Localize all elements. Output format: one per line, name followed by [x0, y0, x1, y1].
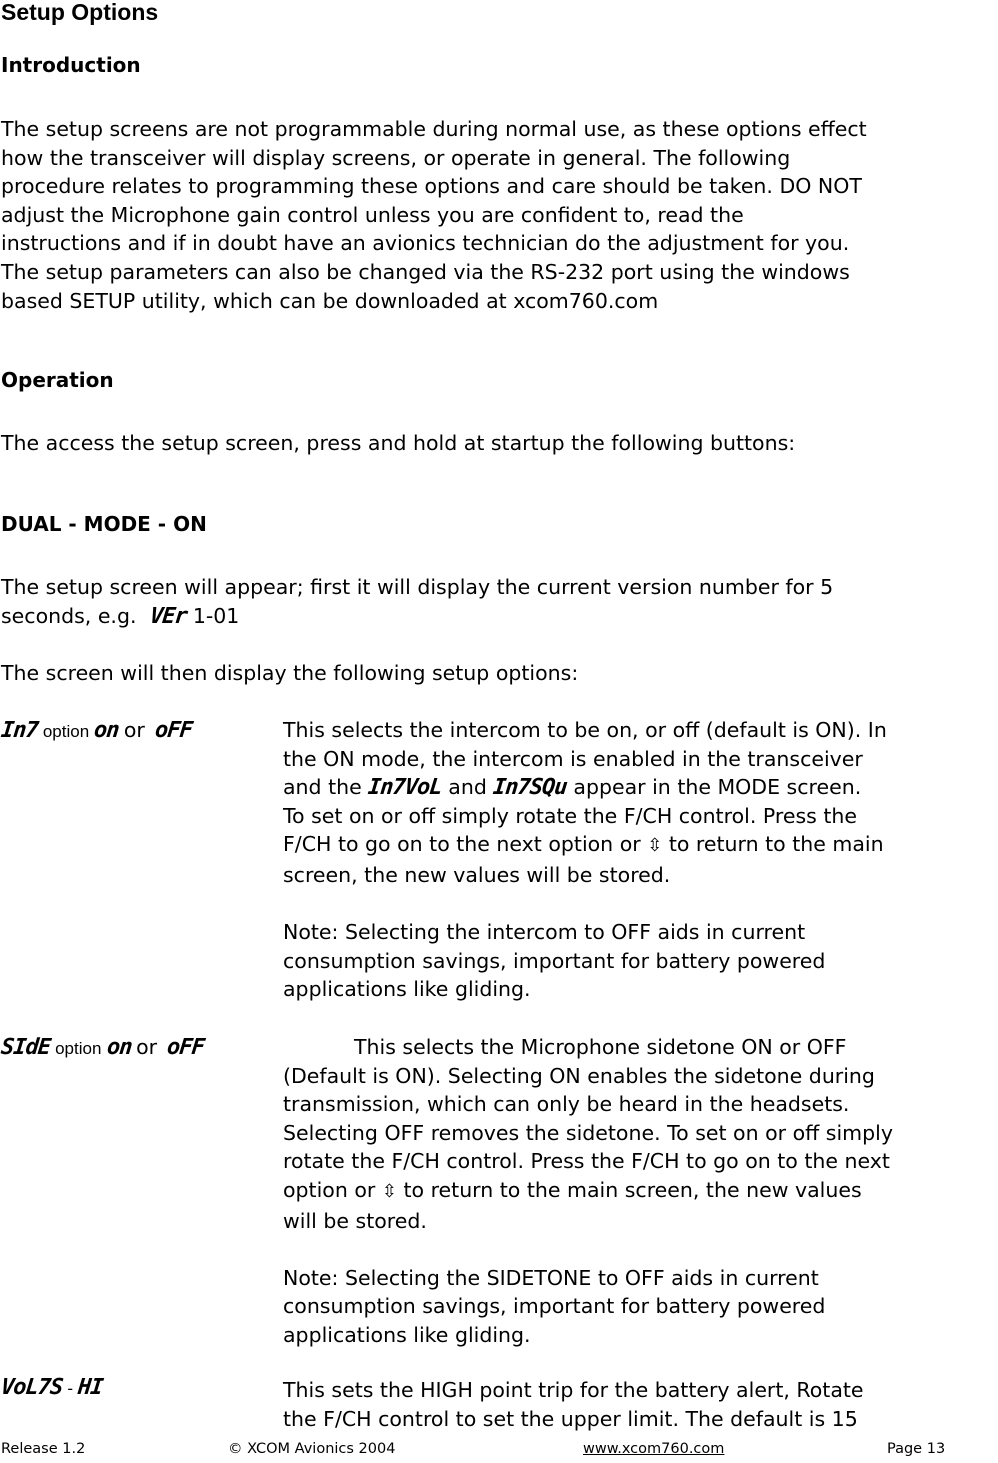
- sidetone-lcd: SIdE: [0, 1035, 52, 1060]
- intercom-line: This selects the intercom to be on, or off (default is ON). In: [283, 718, 887, 742]
- intercom-note: applications like gliding.: [283, 977, 531, 1002]
- footer-release: Release 1.2: [1, 1441, 86, 1457]
- footer-website-link[interactable]: www.xcom760.com: [583, 1441, 725, 1457]
- intro-line: procedure relates to programming these options and care should be taken. DO NOT: [1, 174, 862, 199]
- intro-line: how the transceiver will display screens, or operate in general. The following: [1, 145, 791, 170]
- intro-line: The setup screens are not programmable during normal use, as these options effect: [1, 117, 867, 141]
- intercom-line: and the In7VoL and In7SQu appear in the MODE screen.: [283, 775, 862, 801]
- intercom-lcd: In7: [0, 718, 40, 743]
- on-lcd: on: [93, 718, 121, 743]
- introduction-paragraph: [1, 115, 867, 315]
- sidetone-line: This selects the Microphone sidetone ON or OFF: [354, 1035, 847, 1059]
- sidetone-note: applications like gliding.: [283, 1322, 531, 1347]
- or-word: or: [123, 718, 145, 742]
- sidetone-line: Selecting OFF removes the sidetone. To set on or off simply: [283, 1120, 893, 1145]
- footer-copyright: © XCOM Avionics 2004: [228, 1441, 396, 1457]
- version-example: [1, 602, 239, 631]
- options-intro: The screen will then display the following setup options:: [1, 661, 579, 685]
- intercom-note: consumption savings, important for battery powered: [283, 948, 826, 973]
- access-text: The access the setup screen, press and hold at startup the following buttons:: [1, 431, 796, 455]
- footer-page-number: Page 13: [887, 1441, 946, 1457]
- up-down-arrow-icon: ⇳: [647, 835, 663, 857]
- intro-line: The setup parameters can also be changed via the RS-232 port using the windows: [1, 259, 850, 284]
- intro-line: instructions and if in doubt have an avionics technician do the adjustment for you.: [1, 231, 850, 256]
- sidetone-line: option or ⇳ to return to the main screen, the new values: [283, 1177, 862, 1202]
- option-word: option: [42, 722, 90, 741]
- on-lcd: on: [105, 1035, 133, 1060]
- intercom-line: To set on or off simply rotate the F/CH control. Press the: [283, 803, 857, 828]
- sidetone-description: [283, 1033, 893, 1350]
- intercom-line: screen, the new values will be stored.: [283, 862, 671, 887]
- operation-heading: Operation: [1, 368, 114, 392]
- sidetone-line: rotate the F/CH control. Press the F/CH to go on to the next: [283, 1149, 890, 1174]
- up-down-arrow-icon: ⇳: [381, 1180, 397, 1202]
- intercom-option-label: [1, 716, 192, 745]
- intro-line: adjust the Microphone gain control unless you are confident to, read the: [1, 202, 744, 227]
- dash: -: [67, 1379, 73, 1398]
- intercom-squelch-lcd: In7SQu: [492, 775, 569, 801]
- sidetone-line: will be stored.: [283, 1208, 427, 1233]
- introduction-heading: Introduction: [1, 53, 141, 77]
- version-prefix: seconds, e.g.: [1, 604, 137, 628]
- startup-buttons: DUAL - MODE - ON: [1, 512, 207, 536]
- volts-hi-option-label: [1, 1377, 103, 1399]
- intercom-line: the ON mode, the intercom is enabled in the transceiver: [283, 746, 863, 771]
- sidetone-note: Note: Selecting the SIDETONE to OFF aids in current: [283, 1265, 819, 1290]
- page-title: Setup Options: [1, 0, 159, 25]
- sidetone-line: transmission, which can only be heard in the headsets.: [283, 1092, 850, 1117]
- or-word: or: [136, 1035, 158, 1059]
- sidetone-option-label: [1, 1033, 204, 1062]
- off-lcd: oFF: [153, 718, 194, 743]
- version-number: 1-01: [192, 604, 240, 628]
- intercom-volume-lcd: In7VoL: [367, 775, 444, 801]
- intro-line: based SETUP utility, which can be downloaded at xcom760.com: [1, 288, 659, 313]
- option-word: option: [55, 1039, 102, 1058]
- sidetone-note: consumption savings, important for battery powered: [283, 1294, 826, 1319]
- off-lcd: oFF: [165, 1035, 206, 1060]
- sidetone-line: (Default is ON). Selecting ON enables the sidetone during: [283, 1063, 875, 1088]
- volts-hi-description: [283, 1376, 864, 1433]
- intercom-line: F/CH to go on to the next option or ⇳ to return to the main: [283, 832, 884, 857]
- hi-lcd: HI: [76, 1375, 104, 1400]
- version-lcd: VEr: [148, 604, 188, 629]
- intercom-description: [283, 716, 887, 1004]
- volts-lcd: VoL7S: [0, 1375, 64, 1400]
- volts-hi-line: the F/CH control to set the upper limit. The default is 15: [283, 1406, 858, 1431]
- version-line: The setup screen will appear; first it will display the current version number for 5: [1, 575, 834, 599]
- volts-hi-line: This sets the HIGH point trip for the battery alert, Rotate: [283, 1378, 864, 1402]
- intercom-note: Note: Selecting the intercom to OFF aids in current: [283, 920, 806, 945]
